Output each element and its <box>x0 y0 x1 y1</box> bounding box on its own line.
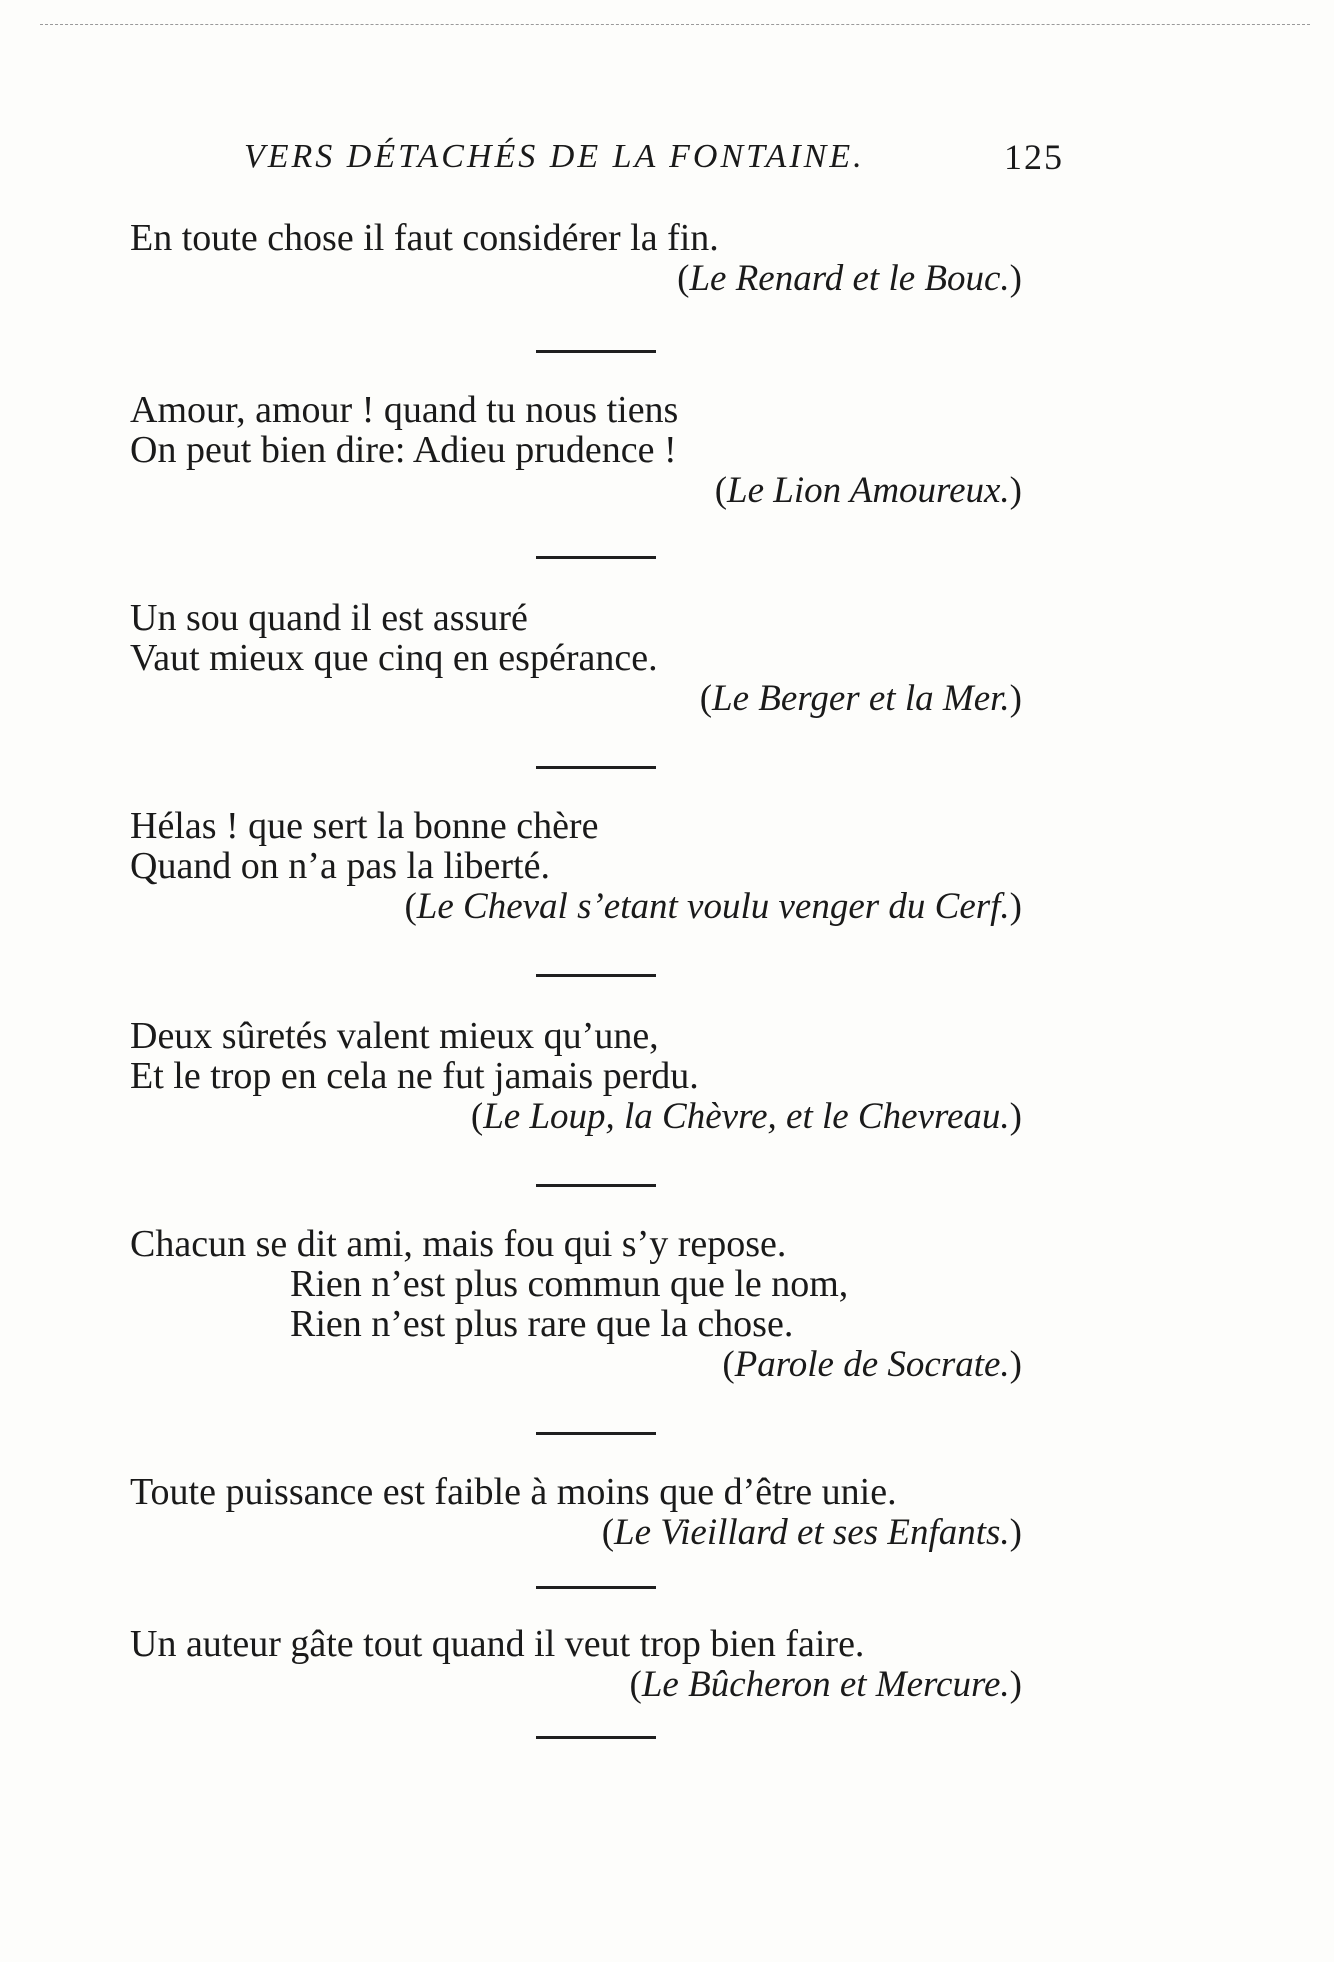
verse-line: Hélas ! que sert la bonne chère <box>130 805 599 847</box>
section-divider <box>536 1736 656 1739</box>
verse-line: Amour, amour ! quand tu nous tiens <box>130 389 679 431</box>
verse-line: Vaut mieux que cinq en espérance. <box>130 637 658 679</box>
quote-source: (Le Renard et le Bouc.) <box>677 258 1022 299</box>
section-divider <box>536 556 656 559</box>
verse-line-indented: Rien n’est plus rare que la chose. <box>290 1303 794 1345</box>
quote-source: (Parole de Socrate.) <box>722 1344 1022 1385</box>
quote-source: (Le Cheval s’etant voulu venger du Cerf.) <box>404 886 1022 927</box>
quote-8 <box>130 1624 1070 1706</box>
verse-line: Deux sûretés valent mieux qu’une, <box>130 1015 659 1057</box>
quote-source: (Le Bûcheron et Mercure.) <box>629 1664 1022 1705</box>
quote-3 <box>130 598 1070 720</box>
verse-line: On peut bien dire: Adieu prudence ! <box>130 429 677 471</box>
quote-source: (Le Berger et la Mer.) <box>699 678 1022 719</box>
running-title: VERS DÉTACHÉS DE LA FONTAINE. <box>244 138 865 175</box>
quote-1 <box>130 218 1070 300</box>
verse-line: Et le trop en cela ne fut jamais perdu. <box>130 1055 699 1097</box>
quote-7 <box>130 1472 1070 1554</box>
page-top-edge <box>40 24 1310 25</box>
quote-source: (Le Vieillard et ses Enfants.) <box>601 1512 1022 1553</box>
quote-5 <box>130 1016 1070 1138</box>
verse-line: Un sou quand il est assuré <box>130 597 528 639</box>
verse-line: Chacun se dit ami, mais fou qui s’y repose. <box>130 1223 787 1265</box>
section-divider <box>536 1586 656 1589</box>
quote-6 <box>130 1224 1070 1386</box>
verse-line: Quand on n’a pas la liberté. <box>130 845 550 887</box>
verse-line: Un auteur gâte tout quand il veut trop bien faire. <box>130 1623 865 1665</box>
quote-2 <box>130 390 1070 512</box>
verse-line: En toute chose il faut considérer la fin. <box>130 217 719 259</box>
quote-source: (Le Lion Amoureux.) <box>714 470 1022 511</box>
running-head <box>244 138 1074 176</box>
section-divider <box>536 766 656 769</box>
verse-line-indented: Rien n’est plus commun que le nom, <box>290 1263 849 1305</box>
section-divider <box>536 350 656 353</box>
verse-line: Toute puissance est faible à moins que d’être unie. <box>130 1471 897 1513</box>
section-divider <box>536 1184 656 1187</box>
quote-4 <box>130 806 1070 928</box>
quote-source: (Le Loup, la Chèvre, et le Chevreau.) <box>470 1096 1022 1137</box>
section-divider <box>536 974 656 977</box>
section-divider <box>536 1432 656 1435</box>
page-number: 125 <box>1004 137 1064 177</box>
